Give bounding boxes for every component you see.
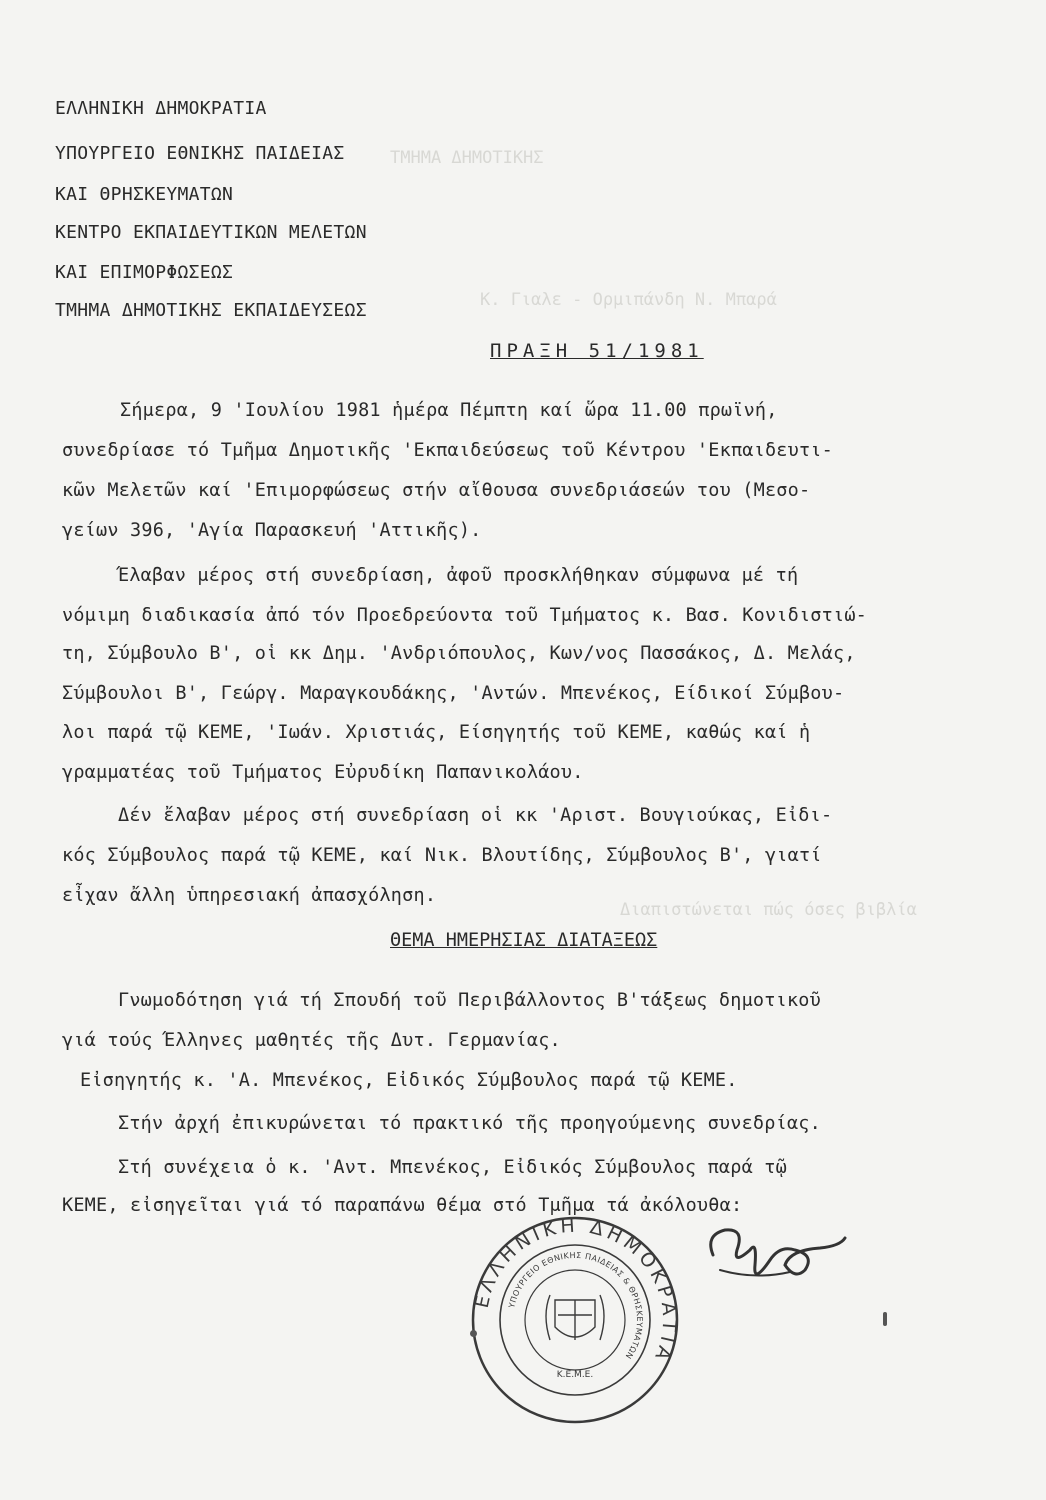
bleed-through-text: ΤΜΗΜΑ ΔΗΜΟΤΙΚΗΣ (390, 148, 544, 168)
header-line-1: ΕΛΛΗΝΙΚΗ ΔΗΜΟΚΡΑΤΙΑ (55, 98, 267, 119)
header-line-4: ΚΕΝΤΡΟ ΕΚΠΑΙΔΕΥΤΙΚΩΝ ΜΕΛΕΤΩΝ (55, 222, 367, 243)
body-line: νόμιμη διαδικασία ἀπό τόν Προεδρεύοντα τοῦ Τμήματος κ. Βασ. Κονιδιστιώ- (62, 605, 867, 626)
body-line: κῶν Μελετῶν καί 'Επιμορφώσεως στήν αἴθουσα συνεδριάσεών του (Μεσο- (62, 480, 811, 501)
coat-of-arms-icon (546, 1295, 604, 1340)
body-line: γραμματέας τοῦ Τμήματος Εὐρυδίκη Παπανικολάου. (62, 762, 584, 783)
body-line: λοι παρά τῷ ΚΕΜΕ, 'Ιωάν. Χριστιάς, Είσηγητής τοῦ ΚΕΜΕ, καθώς καί ἡ (62, 722, 811, 743)
body-line: συνεδρίασε τό Τμῆμα Δημοτικῆς 'Εκπαιδεύσεως τοῦ Κέντρου 'Εκπαιδευτι- (62, 440, 833, 461)
body-line: Δέν ἔλαβαν μέρος στή συνεδρίαση οἱ κκ 'Αριστ. Βουγιούκας, Εἰδι- (118, 805, 833, 826)
bleed-through-text: Κ. Γιαλε - Ορμιπάνδη Ν. Μπαρά (480, 290, 777, 310)
agenda-line: ΚΕΜΕ, εἰσηγεῖται γιά τό παραπάνω θέμα στό Τμῆμα τά ἀκόλουθα: (62, 1195, 743, 1216)
body-line: κός Σύμβουλος παρά τῷ ΚΕΜΕ, καί Νικ. Βλουτίδης, Σύμβουλος Β', γιατί (62, 845, 822, 866)
seal-outer-text: ΕΛΛΗΝΙΚΗ ΔΗΜΟΚΡΑΤΙΑ (470, 1215, 680, 1367)
ink-dot (470, 1330, 477, 1337)
body-line: Σύμβουλοι Β', Γεώργ. Μαραγκουδάκης, 'Αντών. Μπενέκος, Είδικοί Σύμβου- (62, 683, 845, 704)
header-line-5: ΚΑΙ ΕΠΙΜΟΡΦΩΣΕΩΣ (55, 262, 234, 283)
handwritten-signature (695, 1210, 855, 1300)
agenda-heading: ΘΕΜΑ ΗΜΕΡΗΣΙΑΣ ΔΙΑΤΑΞΕΩΣ (390, 930, 658, 951)
seal-bottom-text: Κ.Ε.Μ.Ε. (556, 1370, 594, 1380)
header-line-6: ΤΜΗΜΑ ΔΗΜΟΤΙΚΗΣ ΕΚΠΑΙΔΕΥΣΕΩΣ (55, 300, 367, 321)
header-line-2: ΥΠΟΥΡΓΕΙΟ ΕΘΝΙΚΗΣ ΠΑΙΔΕΙΑΣ (55, 143, 345, 164)
ink-mark (883, 1312, 887, 1326)
header-line-3: ΚΑΙ ΘΡΗΣΚΕΥΜΑΤΩΝ (55, 184, 234, 205)
body-line: γείων 396, 'Αγία Παρασκευή 'Αττικῆς). (62, 520, 482, 541)
agenda-line: Εἰσηγητής κ. 'Α. Μπενέκος, Εἰδικός Σύμβουλος παρά τῷ ΚΕΜΕ. (80, 1070, 738, 1091)
svg-text:ΕΛΛΗΝΙΚΗ ΔΗΜΟΚΡΑΤΙΑ (471, 1215, 680, 1367)
seal-inner-text: ΥΠΟΥΡΓΕΙΟ ΕΘΝΙΚΗΣ ΠΑΙΔΕΙΑΣ & ΘΡΗΣΚΕΥΜΑΤΩΝ (507, 1250, 645, 1361)
official-seal-stamp (470, 1215, 680, 1425)
agenda-line: Γνωμοδότηση γιά τή Σπουδή τοῦ Περιβάλλοντος Β'τάξεως δημοτικοῦ (118, 990, 821, 1011)
body-line: εἶχαν ἄλλη ὑπηρεσιακή ἀπασχόληση. (62, 885, 437, 906)
agenda-line: Στή συνέχεια ὁ κ. 'Αντ. Μπενέκος, Εἰδικός Σύμβουλος παρά τῷ (118, 1157, 787, 1178)
body-line: τη, Σύμβουλο Β', οἱ κκ Δημ. 'Ανδριόπουλος, Κων/νος Πασσάκος, Δ. Μελάς, (62, 643, 856, 664)
body-line: Σήμερα, 9 'Ιουλίου 1981 ἡμέρα Πέμπτη καί ὥρα 11.00 πρωϊνή, (120, 400, 778, 421)
agenda-line: γιά τούς Έλληνες μαθητές τῆς Δυτ. Γερμανίας. (62, 1030, 561, 1051)
agenda-line: Στήν ἀρχή ἐπικυρώνεται τό πρακτικό τῆς προηγούμενης συνεδρίας. (118, 1113, 821, 1134)
document-title: ΠΡΑΞΗ 51/1981 (490, 340, 704, 362)
body-line: Έλαβαν μέρος στή συνεδρίαση, ἀφοῦ προσκλήθηκαν σύμφωνα μέ τή (118, 565, 799, 586)
bleed-through-text: Διαπιστώνεται πώς όσες βιβλία (620, 900, 917, 920)
